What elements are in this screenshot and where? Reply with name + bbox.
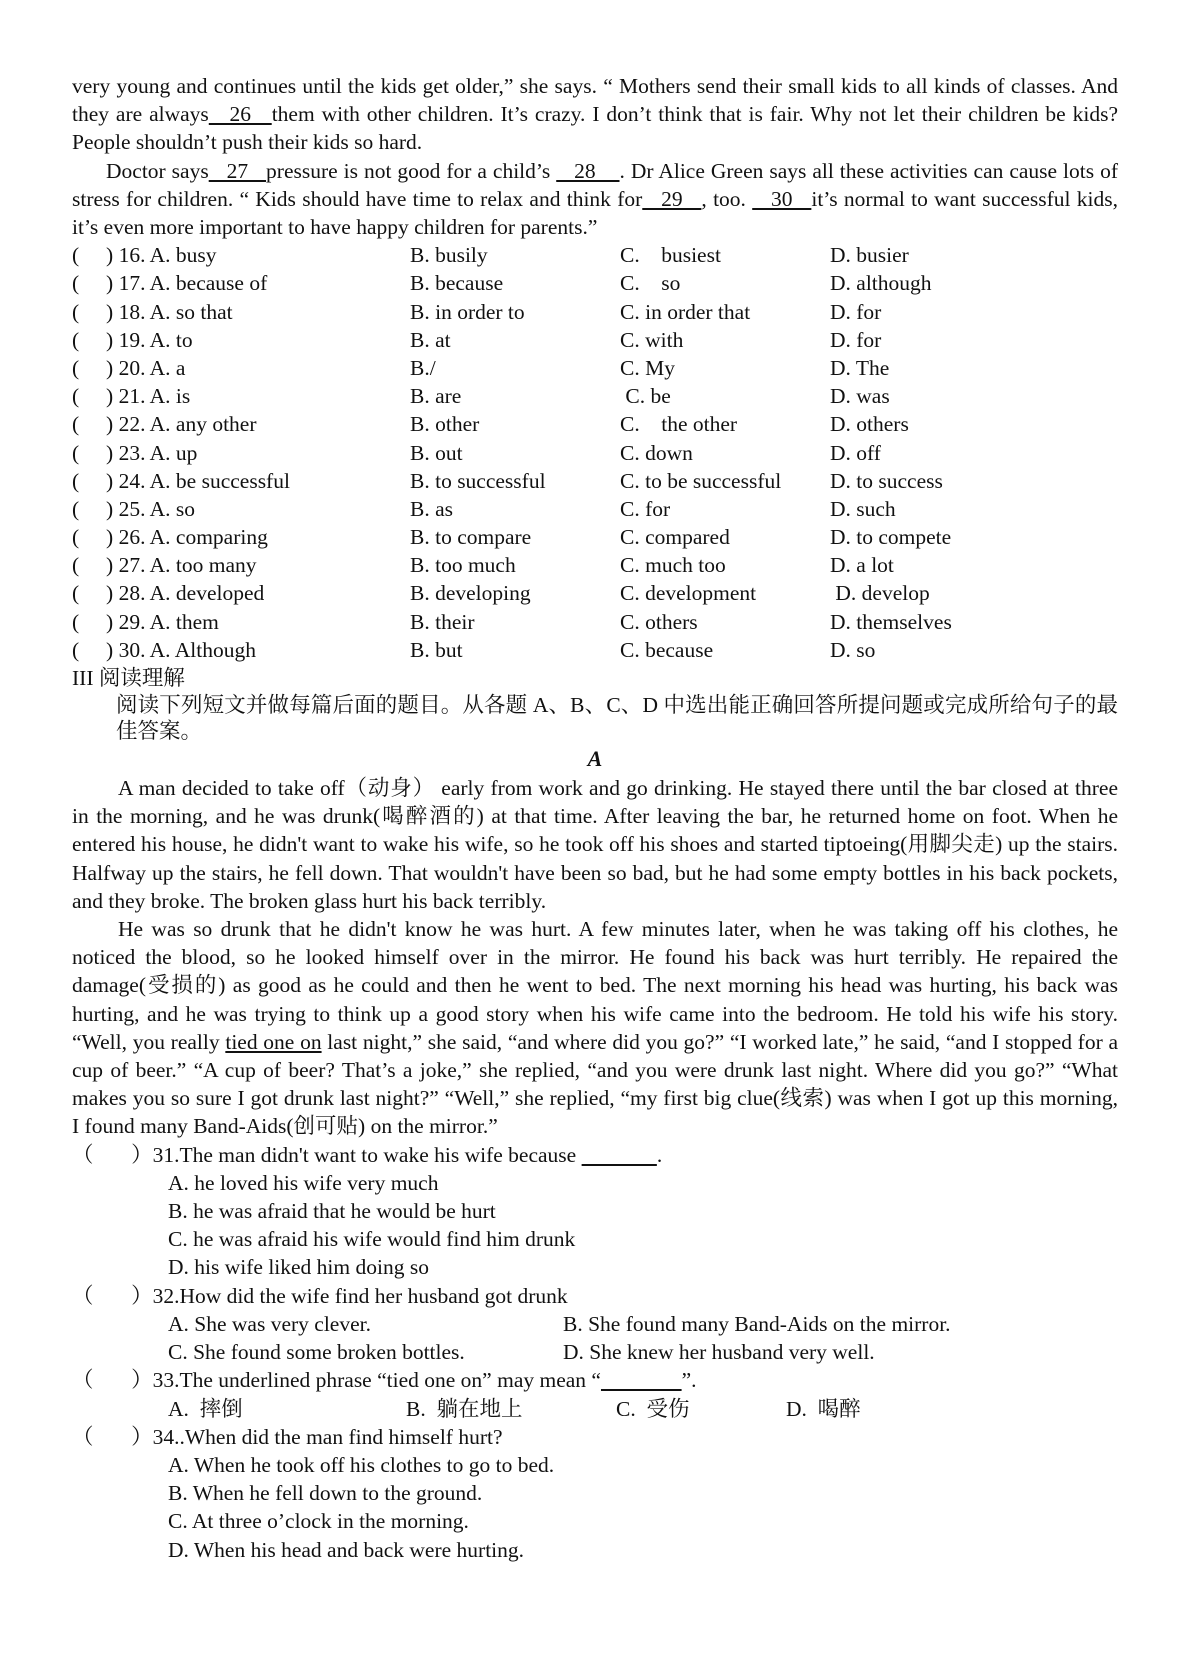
cloze-paragraph-1 (72, 72, 1118, 157)
choice-b: B. She found many Band-Aids on the mirror. (563, 1311, 951, 1336)
choice-b: B. 躺在地上 (406, 1396, 523, 1421)
blank-29: 29 (642, 186, 702, 211)
answer-blank (582, 1143, 657, 1167)
choice-d: D. 喝醉 (786, 1396, 861, 1421)
option-b: B./ (410, 355, 436, 380)
option-d: D. off (830, 440, 881, 465)
option-c: C. so (620, 271, 681, 296)
choice-a: A. When he took off his clothes to go to bed. (168, 1452, 555, 1477)
option-c: C. for (620, 496, 671, 521)
option-b: B. other (410, 412, 480, 437)
cloze-option-row (72, 298, 1118, 326)
choice-row (168, 1310, 1118, 1338)
choice-row (168, 1395, 1118, 1423)
option-d: D. was (830, 384, 890, 409)
question-32 (72, 1282, 1118, 1367)
text: Doctor says (106, 158, 209, 183)
cloze-option-row (72, 410, 1118, 438)
choice-c: C. At three o’clock in the morning. (168, 1509, 469, 1534)
option-a: ( ) 22. A. any other (72, 412, 257, 437)
option-b: B. but (410, 637, 463, 662)
cloze-option-row (72, 326, 1118, 354)
option-c: C. to be successful (620, 468, 782, 493)
text: them with other children. It’s crazy. I don’t think that is fair. Why not let their children be kids? People shouldn’t push their kids so hard. (72, 102, 1118, 155)
cloze-option-row (72, 579, 1118, 607)
option-a: ( ) 28. A. developed (72, 581, 265, 606)
option-c: C. because (620, 637, 714, 662)
cloze-option-row (72, 241, 1118, 269)
option-b: B. their (410, 609, 475, 634)
option-c: C. be (620, 384, 671, 409)
option-c: C. busiest (620, 243, 721, 268)
option-c: C. compared (620, 525, 730, 550)
passage-paragraph-1: A man decided to take off（动身） early from work and go drinking. He stayed there until the bar closed at three in the morning, and he was drunk(喝醉酒的) at that time. After leaving the bar, he returned home on foot. When he entered his house, he didn't want to wake his wife, so he took off his shoes and started tiptoeing(用脚尖走) up the stairs. Halfway up the stairs, he fell down. That wouldn't have been so bad, but he had some empty bottles in his back pockets, and they broke. The broken glass hurt his back terribly. (72, 776, 1118, 913)
text: . Dr Alice Green says all these activities can cause lots of stress for children. “ Kids should have time to relax and think for (72, 158, 1118, 211)
text: last night,” she said, “and where did you go?” “I worked late,” he said, “and I stopped for a cup of beer.” “A cup of beer? That’s a joke,” she replied, “and you were drunk last night. Where did you go?” “What makes you so sure I got drunk last night?” “Well,” she replied, “my first big clue(线索) was when I got up this morning, I found many Band-Aids(创可贴) on the mirror.” (72, 1029, 1118, 1139)
option-b: B. out (410, 440, 463, 465)
option-a: ( ) 23. A. up (72, 440, 198, 465)
option-d: D. a lot (830, 553, 894, 578)
option-b: B. developing (410, 581, 531, 606)
section-instruction: 阅读下列短文并做每篇后面的题目。从各题 A、B、C、D 中选出能正确回答所提问题或完成所给句子的最佳答案。 (116, 693, 1118, 744)
option-c: C. the other (620, 412, 738, 437)
exam-page (72, 72, 1118, 1564)
option-d: D. busier (830, 243, 909, 268)
text: pressure is not good for a child’s (266, 158, 557, 183)
option-a: ( ) 20. A. a (72, 355, 186, 380)
underlined-phrase: tied one on (225, 1029, 322, 1054)
option-b: B. are (410, 384, 462, 409)
option-c: C. My (620, 355, 675, 380)
question-34 (72, 1423, 1118, 1564)
option-b: B. to compare (410, 525, 532, 550)
option-d: D. themselves (830, 609, 952, 634)
option-d: D. for (830, 299, 882, 324)
option-a: ( ) 30. A. Although (72, 637, 256, 662)
option-d: D. to success (830, 468, 943, 493)
option-a: ( ) 26. A. comparing (72, 525, 268, 550)
cloze-option-row (72, 608, 1118, 636)
option-b: B. to successful (410, 468, 546, 493)
option-c: C. with (620, 327, 684, 352)
option-c: C. in order that (620, 299, 751, 324)
cloze-option-row (72, 495, 1118, 523)
option-d: D. to compete (830, 525, 952, 550)
option-a: ( ) 18. A. so that (72, 299, 233, 324)
option-d: D. develop (830, 581, 930, 606)
blank-30: 30 (752, 186, 812, 211)
choice-b: B. When he fell down to the ground. (168, 1481, 483, 1506)
text: . (656, 1142, 663, 1167)
choice-b: B. he was afraid that he would be hurt (168, 1199, 496, 1224)
option-b: B. at (410, 327, 451, 352)
option-a: ( ) 19. A. to (72, 327, 193, 352)
option-b: B. in order to (410, 299, 525, 324)
option-a: ( ) 16. A. busy (72, 243, 217, 268)
cloze-option-row (72, 467, 1118, 495)
option-a: ( ) 25. A. so (72, 496, 196, 521)
choice-d: D. She knew her husband very well. (563, 1340, 875, 1365)
choice-c: C. 受伤 (616, 1396, 690, 1421)
text: , too. (701, 186, 753, 211)
option-c: C. down (620, 440, 693, 465)
option-a: ( ) 27. A. too many (72, 553, 257, 578)
option-a: ( ) 17. A. because of (72, 271, 268, 296)
answer-blank (601, 1368, 682, 1392)
option-d: D. The (830, 355, 890, 380)
cloze-option-row (72, 439, 1118, 467)
option-d: D. others (830, 412, 909, 437)
choice-c: C. he was afraid his wife would find him drunk (168, 1227, 576, 1252)
option-a: ( ) 29. A. them (72, 609, 219, 634)
option-c: C. others (620, 609, 698, 634)
option-d: D. although (830, 271, 932, 296)
option-b: B. because (410, 271, 504, 296)
blank-27: 27 (208, 158, 267, 183)
text: very young and continues until the kids get older,” she says. “ Mothers send their small kids to all kinds of classes. And they are always (72, 74, 1118, 127)
choice-d: D. When his head and back were hurting. (168, 1537, 525, 1562)
question-stem: （ ）32.How did the wife find her husband got drunk (72, 1283, 568, 1308)
option-b: B. too much (410, 553, 516, 578)
passage-title: A (587, 746, 603, 772)
text: （ ）31.The man didn't want to wake his wife because (72, 1142, 582, 1167)
blank-26: 26 (208, 102, 272, 127)
option-d: D. for (830, 327, 882, 352)
option-b: B. busily (410, 243, 488, 268)
text: it’s normal to want successful kids, it’s even more important to have happy children for parents.” (72, 186, 1119, 240)
choice-c: C. She found some broken bottles. (168, 1340, 465, 1365)
cloze-paragraph-2 (72, 157, 1118, 242)
cloze-option-row (72, 354, 1118, 382)
option-c: C. development (620, 581, 757, 606)
blank-28: 28 (556, 158, 620, 183)
choice-row (168, 1338, 1118, 1366)
text: He was so drunk that he didn't know he was hurt. A few minutes later, when he was taking off his clothes, he noticed the blood, so he looked himself over in the mirror. He found his back was hurt terribly. He repaired the damage(受损的) as good as he could and then he went to bed. The next morning his head was hurting, his back was hurting, and he was trying to think up a good story when his wife came into the bedroom. He told his wife his story. “Well, you really (72, 917, 1118, 1054)
text: （ ）33.The underlined phrase “tied one on” may mean “ (72, 1368, 601, 1393)
cloze-options (72, 241, 1118, 664)
cloze-option-row (72, 551, 1118, 579)
cloze-option-row (72, 523, 1118, 551)
choice-d: D. his wife liked him doing so (168, 1255, 429, 1280)
option-c: C. much too (620, 553, 726, 578)
question-stem (72, 1366, 1118, 1394)
choice-a: A. 摔倒 (168, 1396, 243, 1421)
cloze-option-row (72, 269, 1118, 297)
choice-a: A. She was very clever. (168, 1311, 371, 1336)
section-heading: III 阅读理解 (72, 666, 185, 691)
cloze-option-row (72, 382, 1118, 410)
option-a: ( ) 21. A. is (72, 384, 191, 409)
text: ”. (681, 1368, 697, 1393)
option-d: D. so (830, 637, 876, 662)
choice-a: A. he loved his wife very much (168, 1170, 439, 1195)
passage-paragraph-2 (72, 915, 1118, 1141)
question-31 (72, 1141, 1118, 1282)
option-b: B. as (410, 496, 453, 521)
option-d: D. such (830, 496, 896, 521)
option-a: ( ) 24. A. be successful (72, 468, 290, 493)
question-33 (72, 1366, 1118, 1422)
cloze-option-row (72, 636, 1118, 664)
question-stem (72, 1141, 1118, 1169)
question-stem: （ ）34..When did the man find himself hurt? (72, 1424, 503, 1449)
